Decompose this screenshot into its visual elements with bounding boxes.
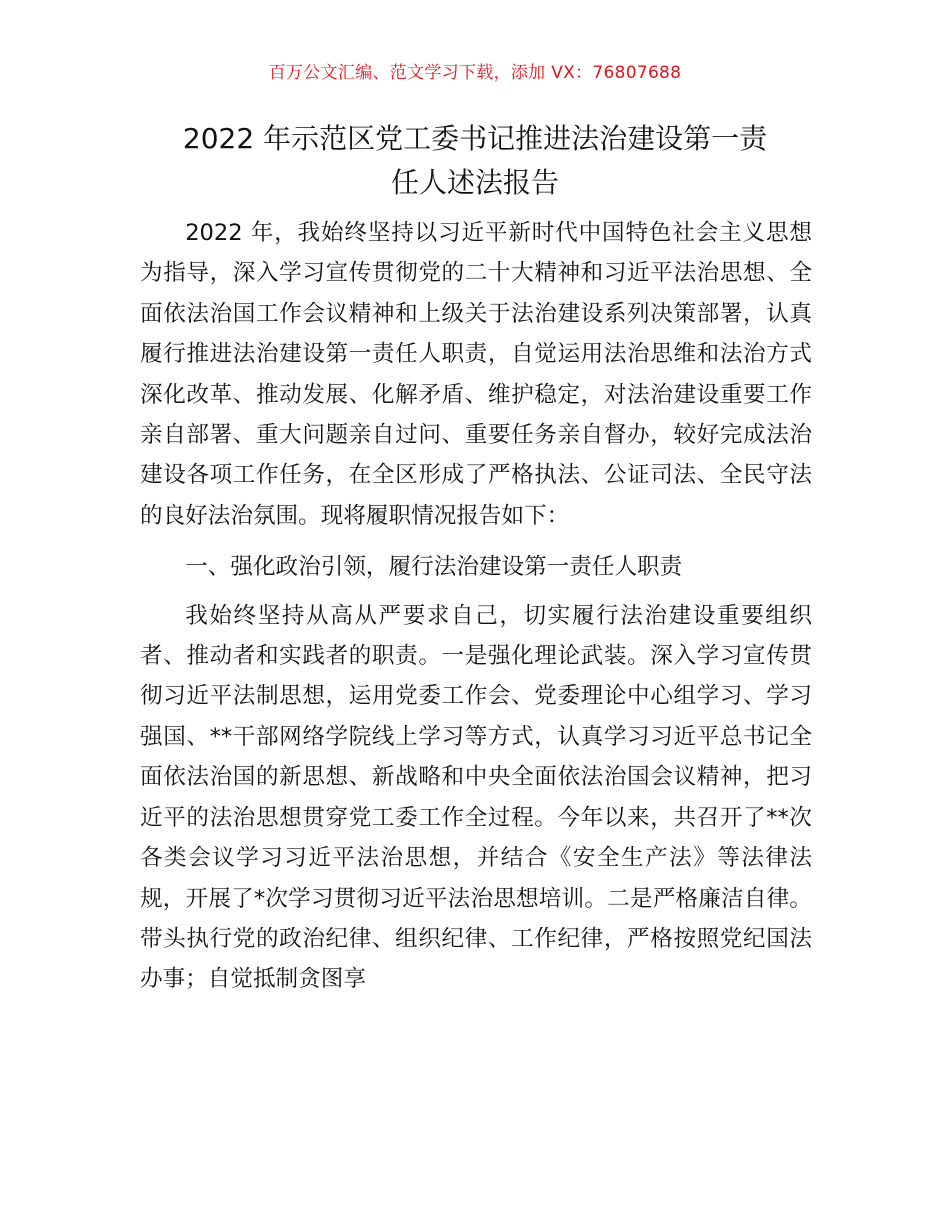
title-line-1: 2022 年示范区党工委书记推进法治建设第一责 xyxy=(182,122,768,155)
intro-paragraph: 2022 年，我始终坚持以习近平新时代中国特色社会主义思想为指导，深入学习宣传贯彻党的二十大精神和习近平法治思想、全面依法治国工作会议精神和上级关于法治建设系列决策部署，认真履行推进法治建设第一责任人职责，自觉运用法治思维和法治方式深化改革、推动发展、化解矛盾、维护稳定，对法治建设重要工作亲自部署、重大问题亲自过问、重要任务亲自督办，较好完成法治建设各项工作任务，在全区形成了严格执法、公证司法、全民守法的良好法治氛围。现将履职情况报告如下： xyxy=(140,220,812,529)
header-contact-note: 百万公文汇编、范文学习下载，添加 VX：76807688 xyxy=(268,63,682,83)
section-heading-1: 一、强化政治引领，履行法治建设第一责任人职责 xyxy=(185,554,683,581)
section-1-paragraph: 我始终坚持从高从严要求自己，切实履行法治建设重要组织者、推动者和实践者的职责。一是强化理论武装。深入学习宣传贯彻习近平法制思想，运用党委工作会、党委理论中心组学习、学习强国、**干部网络学院线上学习等方式，认真学习习近平总书记全面依法治国的新思想、新战略和中央全面依法治国会议精神，把习近平的法治思想贯穿党工委工作全过程。今年以来，共召开了**次各类会议学习习近平法治思想，并结合《安全生产法》等法律法规，开展了*次学习贯彻习近平法治思想培训。二是严格廉洁自律。带头执行党的政治纪律、组织纪律、工作纪律，严格按照党纪国法办事；自觉抵制贪图享 xyxy=(140,602,812,993)
document-body xyxy=(140,213,812,1000)
document-title xyxy=(120,117,830,205)
title-line-2: 任人述法报告 xyxy=(390,166,559,199)
